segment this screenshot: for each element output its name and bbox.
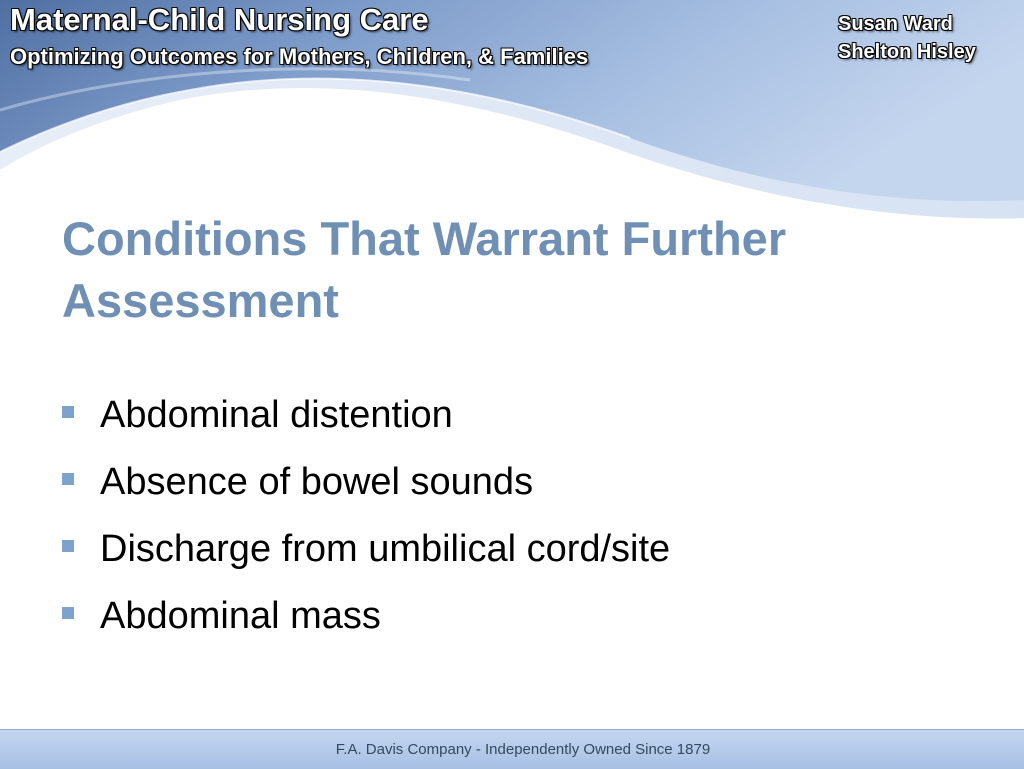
author-names <box>838 10 976 66</box>
bullet-text: Absence of bowel sounds <box>100 461 534 503</box>
bullet-text: Abdominal mass <box>100 595 381 637</box>
slide-title: Conditions That Warrant Further Assessment <box>62 212 787 327</box>
book-title: Maternal-Child Nursing Care <box>10 2 429 37</box>
author-name: Shelton Hisley <box>838 41 976 63</box>
bullet-item <box>62 449 670 516</box>
bullet-item <box>62 382 670 449</box>
square-bullet-icon <box>62 473 74 485</box>
bullet-item <box>62 583 670 650</box>
bullet-list <box>62 382 670 650</box>
bullet-text: Abdominal distention <box>100 394 453 436</box>
footer-text: F.A. Davis Company - Independently Owned Since 1879 <box>335 741 711 758</box>
bullet-text: Discharge from umbilical cord/site <box>100 528 671 570</box>
author-name: Susan Ward <box>838 13 953 35</box>
book-subtitle: Optimizing Outcomes for Mothers, Children, & Families <box>10 44 589 69</box>
bullet-item <box>62 516 670 583</box>
square-bullet-icon <box>62 406 74 418</box>
square-bullet-icon <box>62 540 74 552</box>
square-bullet-icon <box>62 607 74 619</box>
footer-bar <box>0 729 1024 769</box>
